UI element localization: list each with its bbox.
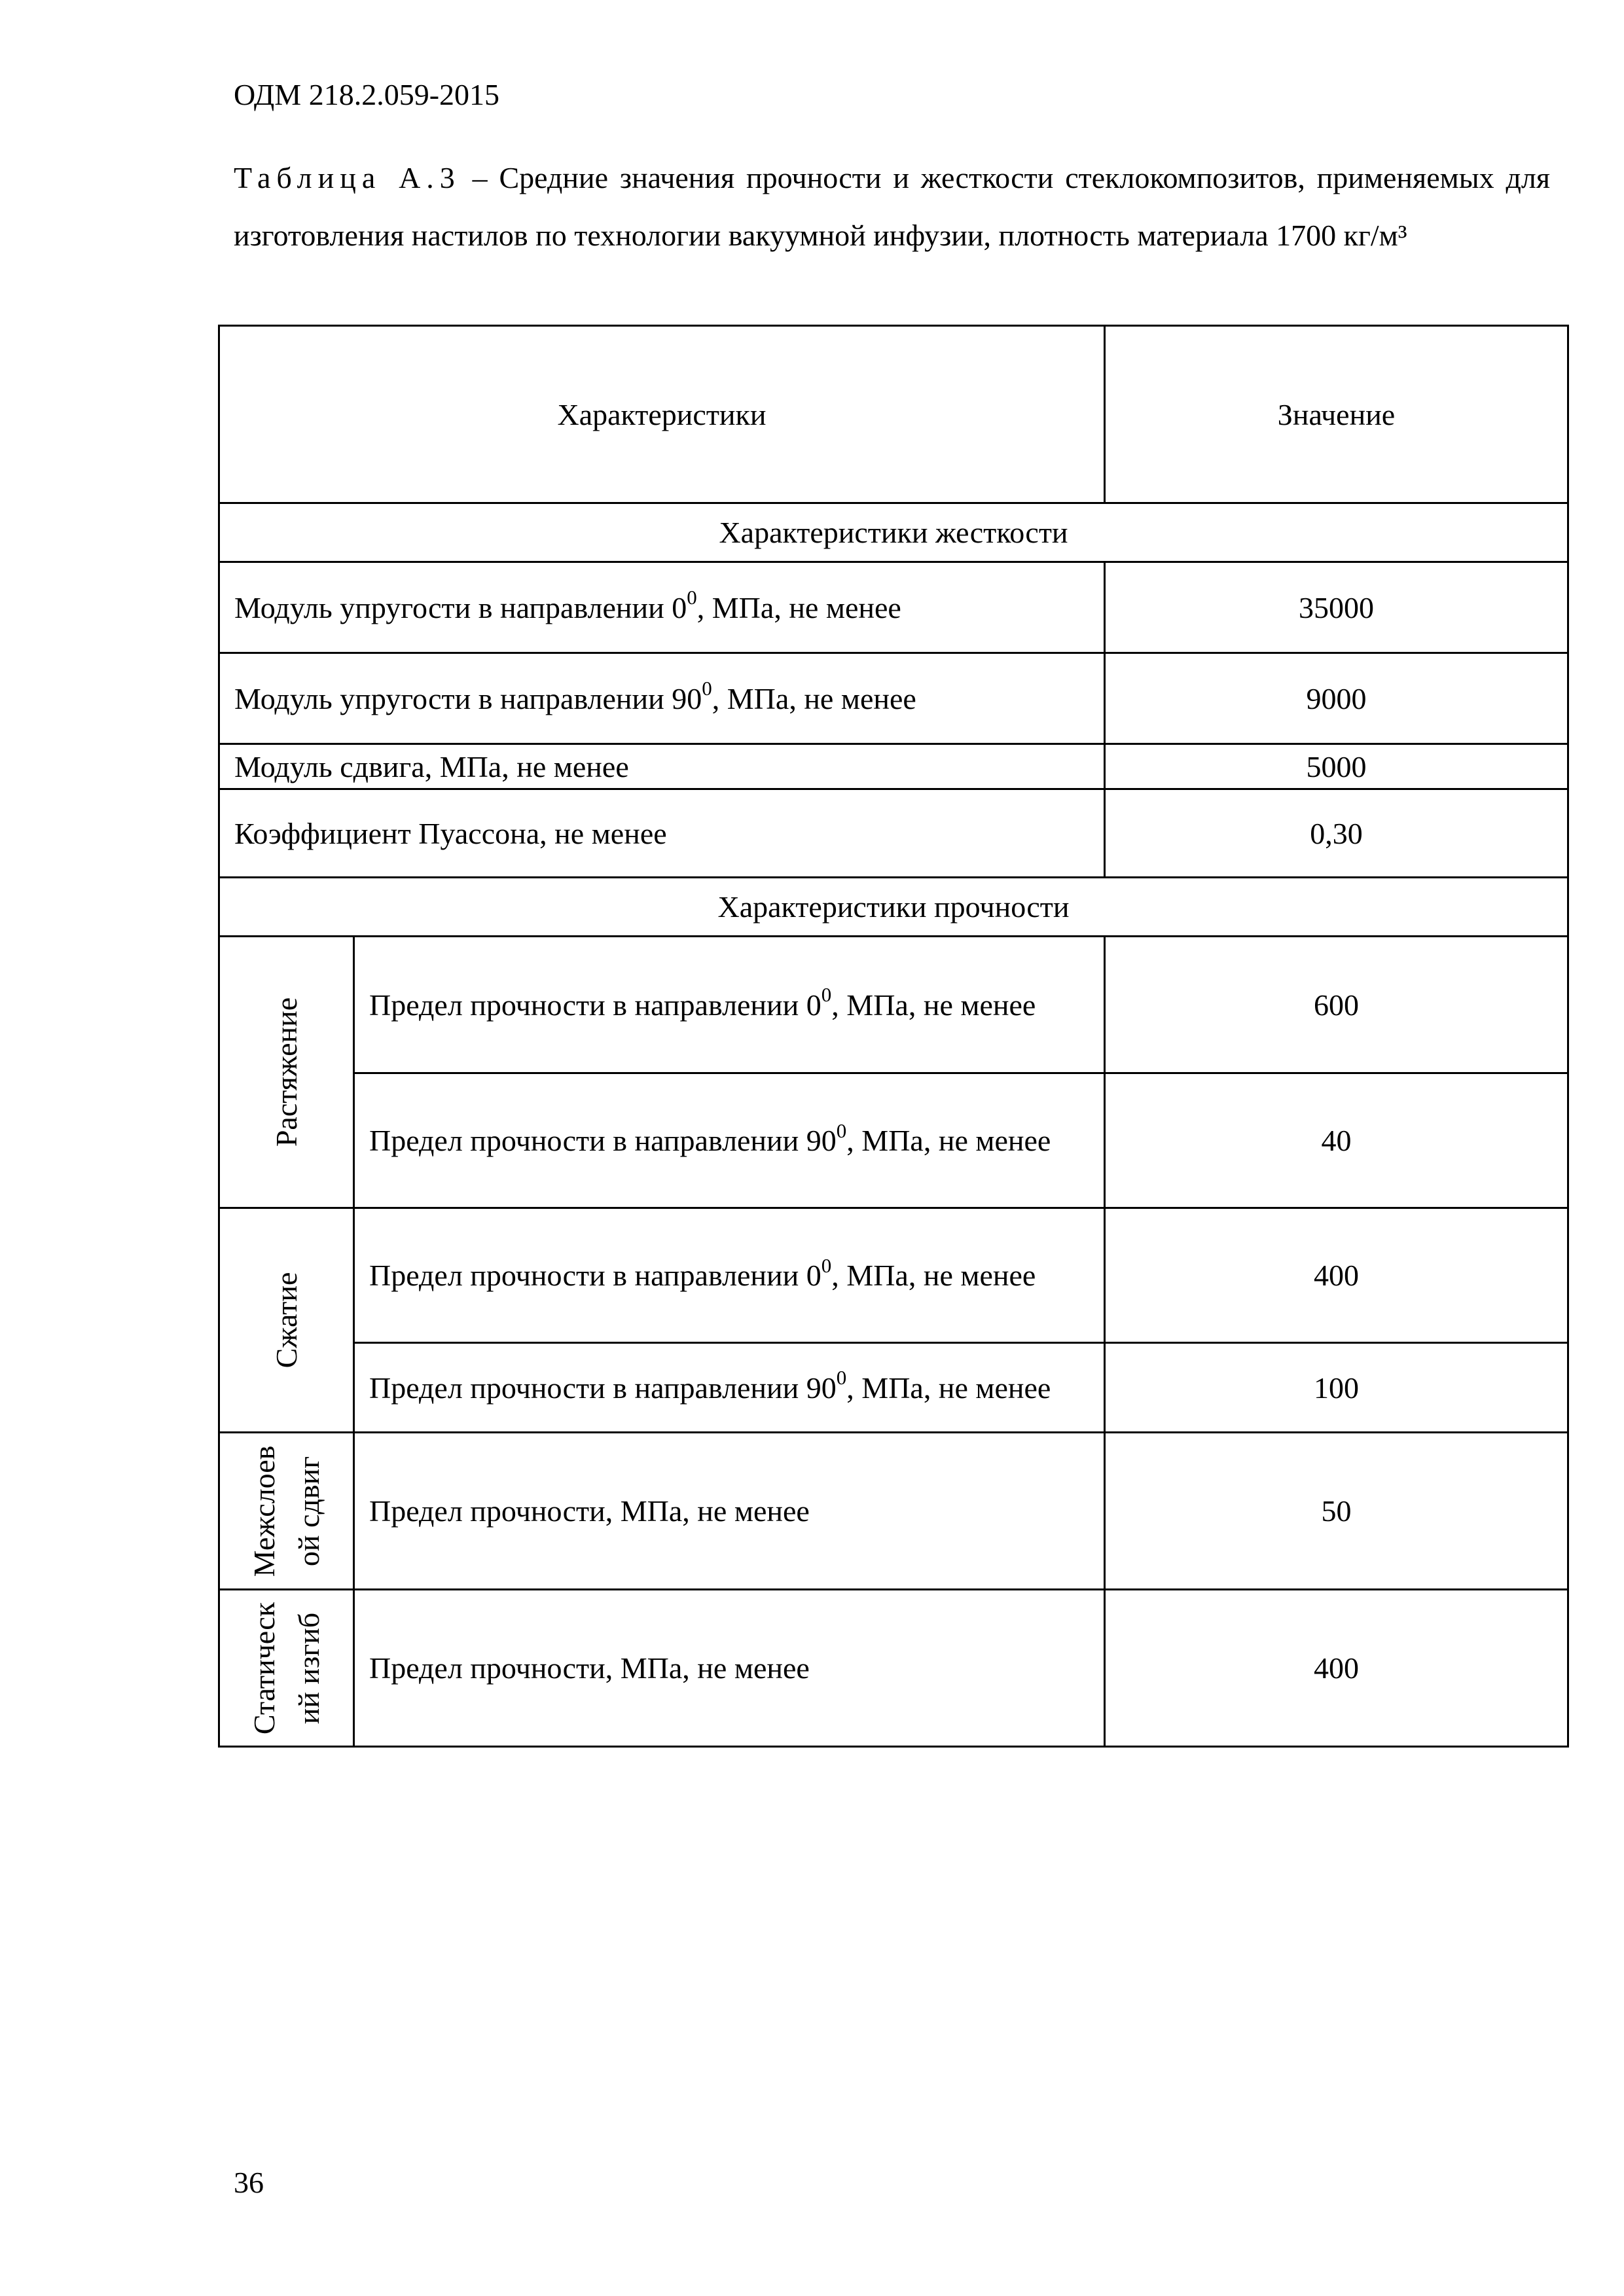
properties-table <box>218 325 1569 1748</box>
row-label: Модуль сдвига, МПа, не менее <box>219 744 1105 789</box>
row-value: 35000 <box>1105 562 1568 653</box>
section-stiffness: Характеристики жесткости <box>219 503 1568 562</box>
table-label: Таблица А.3 <box>234 161 461 194</box>
row-label: Модуль упругости в направлении $0^0$, МПа, не менее <box>219 562 1105 653</box>
caption-text: Средние значения прочности и жесткости стеклокомпозитов, применяемых для изготовления настилов по технологии вакуумной инфузии, плотность материала 1700 кг/м³ <box>234 161 1550 252</box>
row-label: Предел прочности в направлении $0^0$, МПа, не менее <box>354 937 1105 1073</box>
group-label: Растяжение <box>269 997 303 1147</box>
row-value: 0,30 <box>1105 789 1568 878</box>
table-header-row <box>219 326 1568 503</box>
row-value: 600 <box>1105 937 1568 1073</box>
table-row <box>219 744 1568 789</box>
group-tension <box>219 937 354 1208</box>
caption-dash: – <box>460 161 499 194</box>
row-label: Коэффициент Пуассона, не менее <box>219 789 1105 878</box>
table-row <box>219 562 1568 653</box>
table-row <box>219 1208 1568 1343</box>
table-row <box>219 653 1568 744</box>
table-row <box>219 937 1568 1073</box>
row-value: 400 <box>1105 1208 1568 1343</box>
row-value: 40 <box>1105 1073 1568 1208</box>
row-value: 400 <box>1105 1590 1568 1747</box>
row-label: Предел прочности, МПа, не менее <box>354 1433 1105 1590</box>
row-label: Предел прочности в направлении $90^0$, МПа, не менее <box>354 1073 1105 1208</box>
header-characteristics: Характеристики <box>219 326 1105 503</box>
section-strength: Характеристики прочности <box>219 878 1568 937</box>
row-value: 5000 <box>1105 744 1568 789</box>
table-row <box>219 1343 1568 1433</box>
table-row <box>219 789 1568 878</box>
document-code: ОДМ 218.2.059-2015 <box>234 78 500 111</box>
group-label: Статическ ий изгиб <box>247 1602 325 1734</box>
table-caption <box>234 149 1550 264</box>
row-label: Модуль упругости в направлении $90^0$, МПа, не менее <box>219 653 1105 744</box>
group-interlaminar-shear <box>219 1433 354 1590</box>
group-static-bending <box>219 1590 354 1747</box>
page-number: 36 <box>234 2166 264 2199</box>
table-row <box>219 1590 1568 1747</box>
group-compression <box>219 1208 354 1433</box>
section-row <box>219 878 1568 937</box>
row-value: 9000 <box>1105 653 1568 744</box>
row-label: Предел прочности в направлении $90^0$, МПа, не менее <box>354 1343 1105 1433</box>
table-row <box>219 1073 1568 1208</box>
row-label: Предел прочности, МПа, не менее <box>354 1590 1105 1747</box>
group-label: Межслоев ой сдвиг <box>247 1445 325 1577</box>
row-value: 100 <box>1105 1343 1568 1433</box>
group-label: Сжатие <box>269 1272 303 1369</box>
row-label: Предел прочности в направлении $0^0$, МПа, не менее <box>354 1208 1105 1343</box>
section-row <box>219 503 1568 562</box>
row-value: 50 <box>1105 1433 1568 1590</box>
table-row <box>219 1433 1568 1590</box>
header-value: Значение <box>1105 326 1568 503</box>
